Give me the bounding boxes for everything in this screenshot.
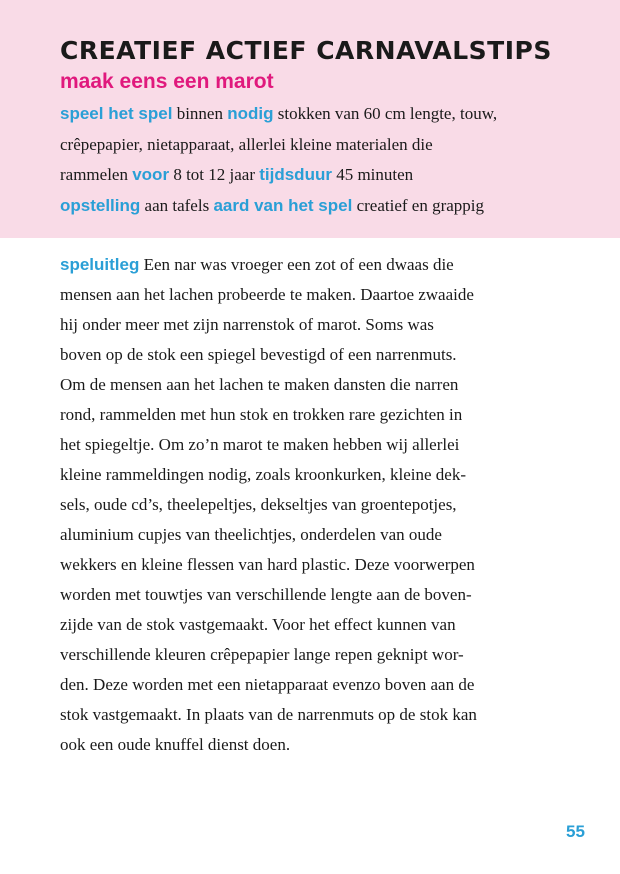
keyword-tijdsduur: tijdsduur xyxy=(259,165,332,184)
body-text xyxy=(60,250,560,760)
info-line-1 xyxy=(60,99,560,130)
body-line: ook een oude knuffel dienst doen. xyxy=(60,735,291,754)
value-aard: creatief en grappig xyxy=(352,195,485,215)
page-title: CREATIEF ACTIEF CARNAVALSTIPS xyxy=(60,36,552,65)
body-line: kleine rammeldingen nodig, zoals kroonkurken, kleine dek- xyxy=(60,465,466,484)
value-voor: 8 tot 12 jaar xyxy=(169,165,260,184)
value-nodig-3: rammelen xyxy=(60,165,133,184)
game-info xyxy=(60,99,560,221)
keyword-speel: speel het spel xyxy=(60,104,173,123)
value-nodig-2: crêpepapier, nietapparaat, allerlei kleine materialen die xyxy=(60,134,433,154)
body-line: aluminium cupjes van theelichtjes, onderdelen van oude xyxy=(60,525,442,544)
body-line: wekkers en kleine flessen van hard plastic. Deze voorwerpen xyxy=(60,555,475,574)
body-line: rond, rammelden met hun stok en trokken rare gezichten in xyxy=(60,405,463,424)
info-line-2 xyxy=(60,130,560,161)
keyword-aard: aard van het spel xyxy=(213,195,353,215)
body-line: stok vastgemaakt. In plaats van de narrenmuts op de stok kan xyxy=(60,705,477,724)
value-tijdsduur: 45 minuten xyxy=(331,165,414,184)
page-number: 55 xyxy=(566,822,585,841)
body-line: den. Deze worden met een nietapparaat evenzo boven aan de xyxy=(60,675,475,694)
keyword-speluitleg: speluitleg xyxy=(60,255,140,274)
subtitle: maak eens een marot xyxy=(60,70,274,93)
body-line: worden met touwtjes van verschillende lengte aan de boven- xyxy=(60,585,472,604)
value-nodig-1: stokken van 60 cm lengte, touw, xyxy=(273,104,498,123)
value-speel: binnen xyxy=(172,104,228,123)
info-line-3 xyxy=(60,160,560,191)
value-opstelling: aan tafels xyxy=(140,195,214,215)
body-line: zijde van de stok vastgemaakt. Voor het effect kunnen van xyxy=(60,615,456,634)
body-line: speluitleg Een nar was vroeger een zot of een dwaas die xyxy=(60,255,454,274)
body-line: Om de mensen aan het lachen te maken dansten die narren xyxy=(60,375,459,394)
keyword-voor: voor xyxy=(132,165,170,184)
body-line: mensen aan het lachen probeerde te maken. Daartoe zwaaide xyxy=(60,285,474,304)
keyword-nodig: nodig xyxy=(227,104,274,123)
keyword-opstelling: opstelling xyxy=(60,195,141,215)
body-line: sels, oude cd’s, theelepeltjes, dekseltjes van groentepotjes, xyxy=(60,495,457,514)
body-line: boven op de stok een spiegel bevestigd of een narrenmuts. xyxy=(60,345,457,364)
body-line: verschillende kleuren crêpepapier lange repen geknipt wor- xyxy=(60,645,464,664)
body-line: het spiegeltje. Om zo’n marot te maken hebben wij allerlei xyxy=(60,435,460,454)
info-line-4 xyxy=(60,191,560,222)
body-line: hij onder meer met zijn narrenstok of marot. Soms was xyxy=(60,315,434,334)
